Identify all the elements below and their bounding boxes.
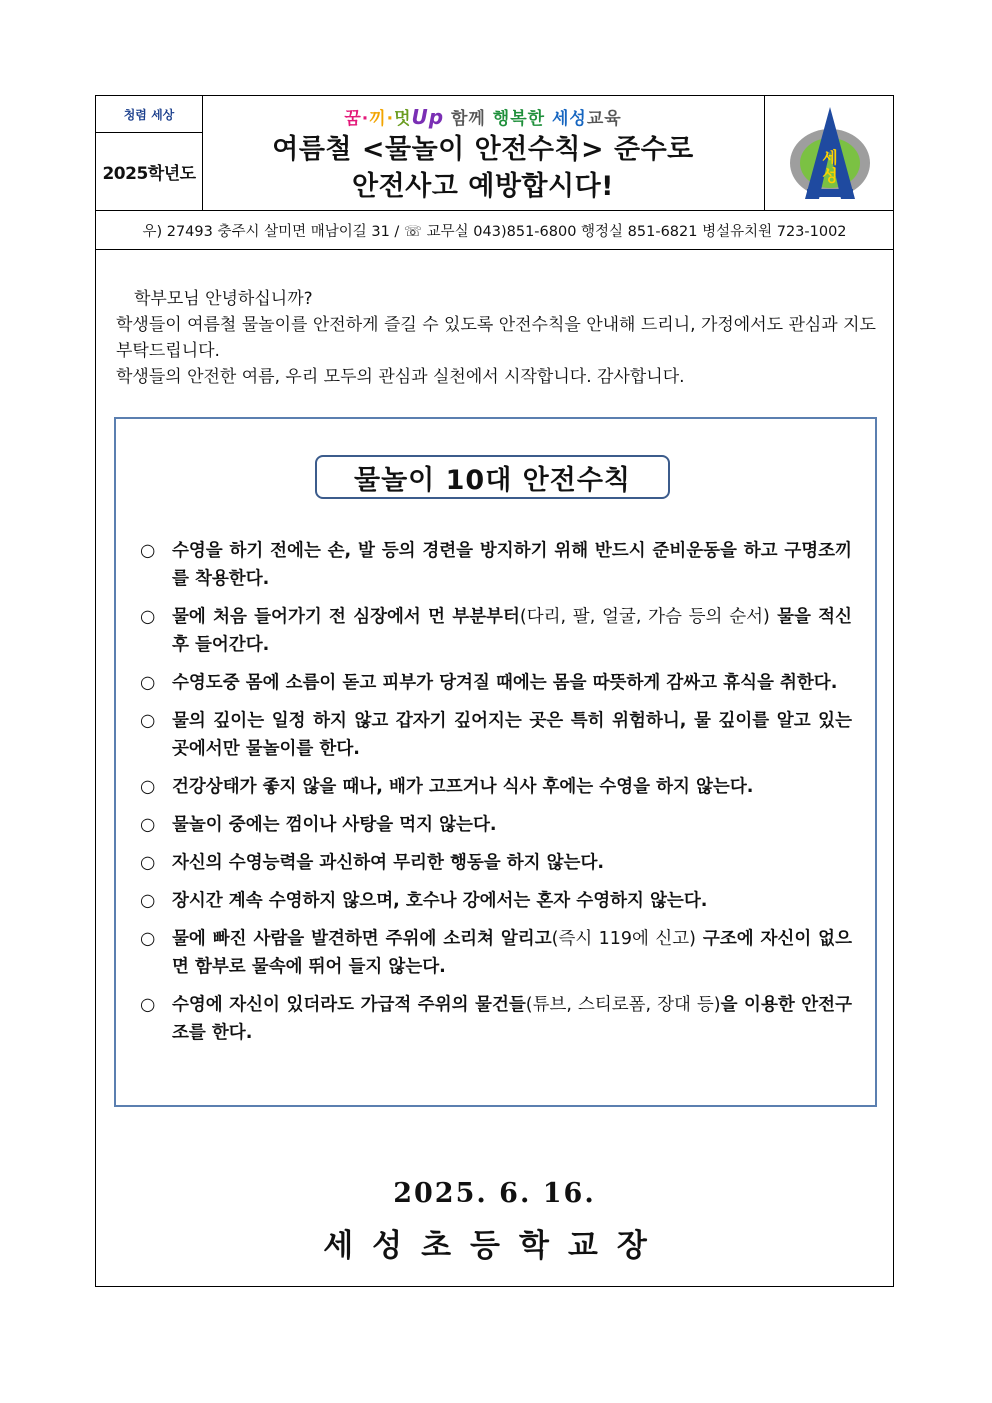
rule-text — [172, 773, 852, 801]
rule-item — [140, 925, 852, 981]
motto-part: 세성 — [551, 109, 587, 129]
school-emblem — [764, 96, 894, 210]
rule-item — [140, 991, 852, 1047]
school-year: 2025학년도 — [102, 163, 196, 184]
rule-item — [140, 811, 852, 839]
circle-bullet-icon: ○ — [140, 891, 156, 911]
rule-text-part: 수영도중 몸에 소름이 돋고 피부가 당겨질 때에는 몸을 따뜻하게 감싸고 휴식을 취한다. — [172, 673, 838, 693]
motto-part: 행복한 — [492, 109, 552, 129]
principal-signature: 세성초등학교장 — [323, 1228, 666, 1264]
rule-text — [172, 887, 852, 915]
rule-text-part: 물놀이 중에는 껌이나 사탕을 먹지 않는다. — [172, 815, 497, 835]
rule-text-part: 자신의 수영능력을 과신하여 무리한 행동을 하지 않는다. — [172, 853, 605, 873]
integrity-logo-text: 청렴 세상 — [123, 107, 175, 122]
rule-item — [140, 603, 852, 659]
rule-text-part: (튜브, 스티로폼, 장대 등) — [525, 995, 721, 1015]
rule-text-part: 을 이용한 안전구조를 한다. — [172, 995, 852, 1043]
circle-bullet-icon: ○ — [140, 607, 156, 627]
rule-item — [140, 887, 852, 915]
page-title — [202, 131, 764, 205]
rule-text-part: 장시간 계속 수영하지 않으며, 호수나 강에서는 혼자 수영하지 않는다. — [172, 891, 708, 911]
circle-bullet-icon: ○ — [140, 711, 156, 731]
rule-item — [140, 537, 852, 593]
emblem-char-top: 세 — [821, 148, 838, 167]
rule-text-part: (즉시 119에 신고) — [551, 929, 696, 949]
intro-line: 학생들이 여름철 물놀이를 안전하게 즐길 수 있도록 안전수칙을 안내해 드리니, 가정에서도 관심과 지도 부탁드립니다. — [116, 315, 876, 361]
issue-date: 2025. 6. 16. — [393, 1178, 596, 1209]
rule-text-part: 수영에 자신이 있더라도 가급적 주위의 물건들 — [172, 995, 526, 1015]
rule-text-part: 건강상태가 좋지 않을 때나, 배가 고프거나 식사 후에는 수영을 하지 않는다. — [172, 777, 754, 797]
rule-text — [172, 849, 852, 877]
rule-text-part: 수영을 하기 전에는 손, 발 등의 경련을 방지하기 위해 반드시 준비운동을 하고 구명조끼를 착용한다. — [172, 541, 852, 589]
intro-line: 학생들의 안전한 여름, 우리 모두의 관심과 실천에서 시작합니다. 감사합니다. — [116, 367, 685, 387]
rules-list — [140, 537, 852, 1057]
circle-bullet-icon: ○ — [140, 853, 156, 873]
rule-item — [140, 773, 852, 801]
circle-bullet-icon: ○ — [140, 995, 156, 1015]
title-line-2: 안전사고 예방합시다! — [352, 171, 614, 202]
header-left — [96, 96, 203, 210]
rule-item — [140, 849, 852, 877]
rule-text-part: 구조에 자신이 없으면 함부로 물속에 뛰어 들지 않는다. — [172, 929, 852, 977]
rule-text — [172, 537, 852, 593]
school-emblem-icon — [785, 103, 875, 203]
rule-item — [140, 669, 852, 697]
circle-bullet-icon: ○ — [140, 777, 156, 797]
circle-bullet-icon: ○ — [140, 673, 156, 693]
rule-text-part: 물의 깊이는 일정 하지 않고 갑자기 깊어지는 곳은 특히 위험하니, 물 깊이를 알고 있는 곳에서만 물놀이를 한다. — [172, 711, 852, 759]
motto-part: 교육 — [586, 109, 622, 129]
header-center — [202, 96, 764, 210]
greeting: 학부모님 안녕하십니까? — [134, 289, 313, 309]
circle-bullet-icon: ○ — [140, 541, 156, 561]
rule-text — [172, 811, 852, 839]
emblem-char-bottom: 성 — [821, 166, 838, 185]
school-address: 우) 27493 충주시 살미면 매남이길 31 / ☏ 교무실 043)851-6800 행정실 851-6821 병설유치원 723-1002 — [96, 210, 893, 250]
rule-text — [172, 991, 852, 1047]
circle-bullet-icon: ○ — [140, 815, 156, 835]
motto-up: Up — [411, 105, 445, 129]
rule-text — [172, 707, 852, 763]
intro-text — [116, 286, 876, 390]
rule-text-part: 물에 빠진 사람을 발견하면 주위에 소리쳐 알리고 — [172, 929, 552, 949]
motto-part: 끼· — [369, 109, 395, 129]
rule-text-part: 물을 적신 후 들어간다. — [172, 607, 852, 655]
rules-title: 물놀이 10대 안전수칙 — [315, 455, 670, 499]
rule-item — [140, 707, 852, 763]
rule-text — [172, 669, 852, 697]
rule-text — [172, 603, 852, 659]
education-motto — [202, 104, 764, 129]
motto-part: 꿈· — [344, 109, 370, 129]
title-line-1: 여름철 <물놀이 안전수칙> 준수로 — [272, 134, 694, 165]
rule-text-part: (다리, 팔, 얼굴, 가슴 등의 순서) — [519, 607, 770, 627]
notice-frame — [95, 95, 894, 1287]
motto-part: 함께 — [444, 109, 493, 129]
integrity-logo — [96, 96, 202, 133]
motto-part: 멋 — [394, 109, 412, 129]
rule-text — [172, 925, 852, 981]
circle-bullet-icon: ○ — [140, 929, 156, 949]
safety-rules-box — [114, 417, 877, 1107]
rule-text-part: 물에 처음 들어가기 전 심장에서 먼 부분부터 — [172, 607, 520, 627]
